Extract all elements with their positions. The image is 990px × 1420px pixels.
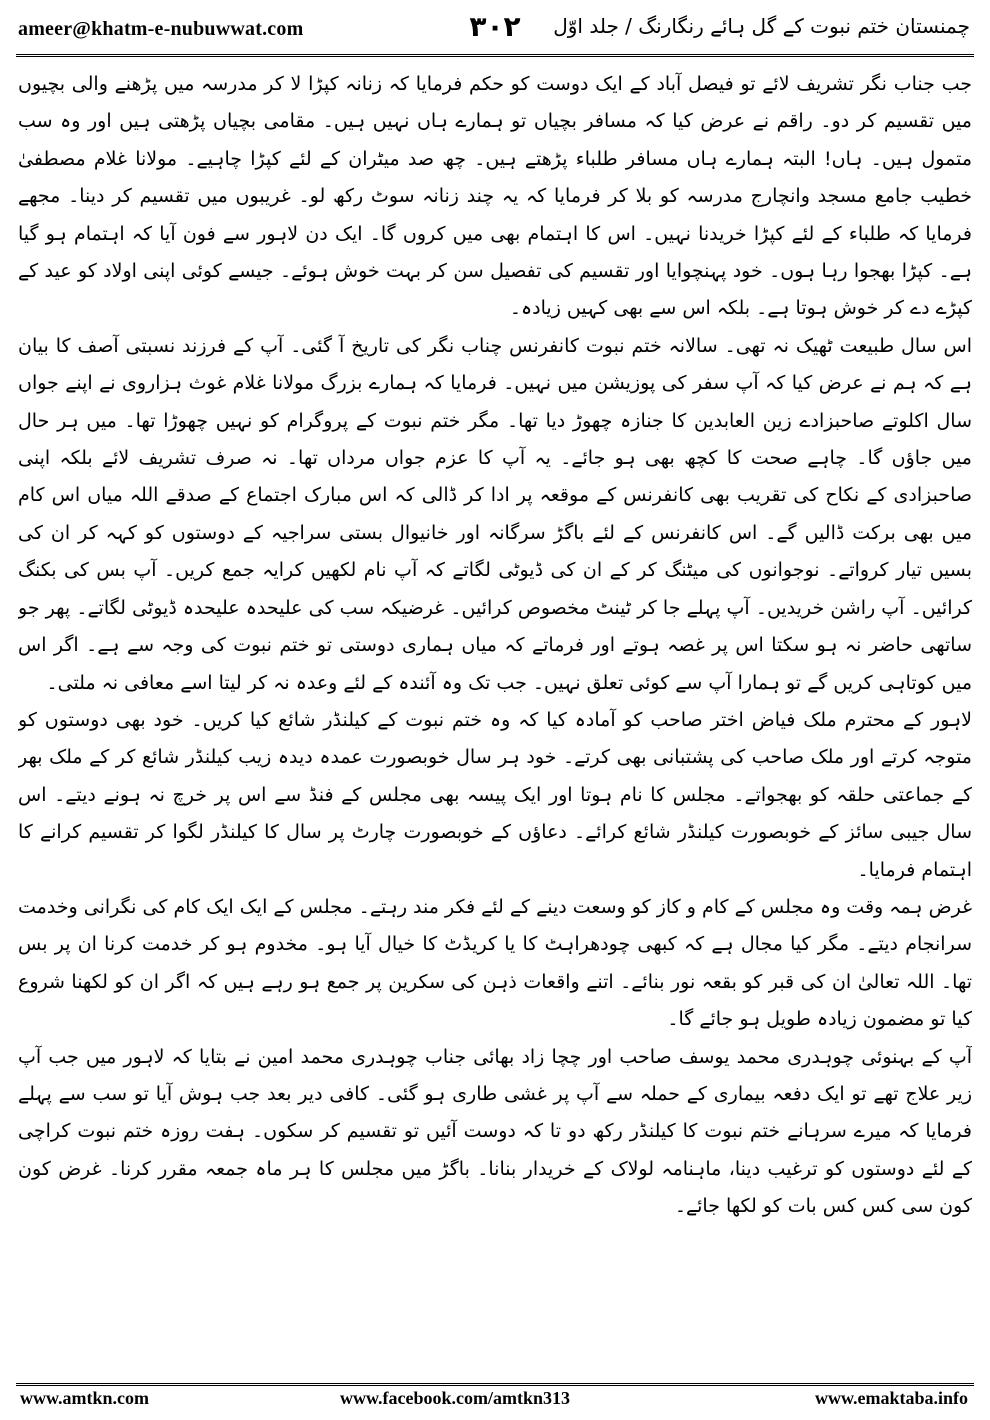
paragraph: لاہور کے محترم ملک فیاض اختر صاحب کو آمادہ کیا کہ وہ ختم نبوت کے کیلنڈر شائع کیا کریں۔ خود بھی دوستوں کو متوجہ کرتے اور ملک صاحب کی پشتبانی بھی کرتے۔ خود ہر سال خوبصورت عمدہ دیدہ زیب کیلنڈر شائع کر کے ملک بھر کے جماعتی حلقہ کو بھجواتے۔ مجلس کا نام ہوتا اور ایک پیسہ بھی مجلس کے فنڈ سے اس پر خرچ نہ ہونے دیتے۔ اس سال جیبی سائز کے خوبصورت کیلنڈر شائع کرائے۔ دعاؤں کے خوبصورت چارٹ پر سال کا کیلنڈر لگوا کر تقسیم کرانے کا اہتمام فرمایا۔ <box>18 708 972 881</box>
footer-maktaba-link[interactable]: www.emaktaba.info <box>814 1388 968 1408</box>
footer-divider <box>16 1383 974 1386</box>
paragraph: غرض ہمہ وقت وہ مجلس کے کام و کاز کو وسعت دینے کے لئے فکر مند رہتے۔ مجلس کے ایک ایک کام کی نگرانی وخدمت سرانجام دیتے۔ مگر کیا مجال ہے کہ کبھی چودھراہٹ کا یا کریڈٹ کا خیال آیا ہو۔ مخدوم ہو کر خدمت کرنا ان پر بس تھا۔ اللہ تعالیٰ ان کی قبر کو بقعہ نور بنائے۔ اتنے واقعات ذہن کی سکرین پر جمع ہو رہے ہیں کہ اگر ان کو لکھنا شروع کیا تو مضمون زیادہ طویل ہو جائے گا۔ <box>18 895 972 1031</box>
page-number: ۳۰۲ <box>469 10 521 43</box>
paragraph: آپ کے بہنوئی چوہدری محمد یوسف صاحب اور چچا زاد بھائی جناب چوہدری محمد امین نے بتایا کہ لاہور میں جب آپ زیر علاج تھے تو ایک دفعہ بیماری کے حملہ سے آپ پر غشی طاری ہو گئی۔ کافی دیر بعد جب ہوش آیا تو سب سے پہلے فرمایا کہ میرے سرہانے ختم نبوت کا کیلنڈر رکھ دو تا کہ دوست آئیں تو تقسیم کر سکوں۔ ہفت روزہ ختم نبوت کراچی کے لئے دوستوں کو ترغیب دینا، ماہنامہ لولاک کے خریدار بنانا۔ باگڑ میں مجلس کا ہر ماہ جمعہ مقرر کرنا۔ غرض کون کون سی کس کس بات کو لکھا جائے۔ <box>18 1045 972 1218</box>
paragraph: اس سال طبیعت ٹھیک نہ تھی۔ سالانہ ختم نبوت کانفرنس چناب نگر کی تاریخ آ گئی۔ آپ کے فرزند نسبتی آصف کا بیان ہے کہ ہم نے عرض کیا کہ آپ سفر کی پوزیشن میں نہیں۔ فرمایا کہ ہمارے بزرگ مولانا غلام غوث ہزاروی نے اپنے جواں سال اکلوتے صاحبزادے زین العابدین کا جنازہ چھوڑ دیا تھا۔ مگر ختم نبوت کے پروگرام کو نہیں چھوڑا تھا۔ میں ہر حال میں جاؤں گا۔ چاہے صحت کا کچھ بھی ہو جائے۔ یہ آپ کا عزم جواں مرداں تھا۔ نہ صرف تشریف لائے بلکہ اپنی صاحبزادی کے نکاح کی تقریب بھی کانفرنس کے موقعہ پر ادا کر ڈالی کہ اس مبارک اجتماع کے صدقے اللہ میاں اس کام میں بھی برکت ڈالیں گے۔ اس کانفرنس کے لئے باگڑ سرگانہ اور خانیوال بستی سراجیہ کے دوستوں کو کہہ کر ان کی بسیں تیار کرواتے۔ نوجوانوں کی میٹنگ کر کے ان کی ڈیوٹی لگاتے کہ آپ نام لکھیں کرایہ جمع کریں۔ آپ بس کی بکنگ کرائیں۔ آپ راشن خریدیں۔ آپ پہلے جا کر ٹینٹ مخصوص کرائیں۔ غرضیکہ سب کی علیحدہ علیحدہ ڈیوٹی لگاتے۔ پھر جو ساتھی حاضر نہ ہو سکتا اس پر غصہ ہوتے اور فرماتے کہ میاں ہماری دوستی تو ختم نبوت کی وجہ سے ہے۔ اگر اس میں کوتاہی کریں گے تو ہمارا آپ سے کوئی تعلق نہیں۔ جب تک وہ آئندہ کے لئے وعدہ نہ کر لیتا اسے معافی نہ ملتی۔ <box>18 334 972 694</box>
footer-website-link[interactable]: www.amtkn.com <box>20 1388 149 1408</box>
footer-facebook-link[interactable]: www.facebook.com/amtkn313 <box>340 1388 570 1408</box>
book-title: چمنستان ختم نبوت کے گل ہائے رنگارنگ / جلد اوّل <box>553 14 970 38</box>
paragraph: جب جناب نگر تشریف لائے تو فیصل آباد کے ایک دوست کو حکم فرمایا کہ زنانہ کپڑا لا کر مدرسہ میں پڑھنے والی بچیوں میں تقسیم کر دو۔ راقم نے عرض کیا کہ مسافر بچیاں تو ہمارے ہاں نہیں ہیں۔ مقامی بچیاں پڑھتی ہیں اور وہ سب متمول ہیں۔ ہاں! البتہ ہمارے ہاں مسافر طلباء پڑھتے ہیں۔ چھ صد میٹران کے لئے کپڑا چاہیے۔ مولانا غلام مصطفیٰ خطیب جامع مسجد وانچارج مدرسہ کو بلا کر فرمایا کہ یہ چند زنانہ سوٹ رکھ لو۔ غریبوں میں تقسیم کر دینا۔ مجھے فرمایا کہ طلباء کے لئے کپڑا خریدنا نہیں۔ اس کا اہتمام بھی میں کروں گا۔ ایک دن لاہور سے فون آیا کہ اہتمام ہو گیا ہے۔ کپڑا بھجوا رہا ہوں۔ خود پہنچوایا اور تقسیم کی تفصیل سن کر بہت خوش ہوئے۔ جیسے کوئی اپنی اولاد کو عید کے کپڑے دے کر خوش ہوتا ہے۔ بلکہ اس سے بھی کہیں زیادہ۔ <box>18 73 972 320</box>
header-divider <box>16 54 974 57</box>
page-body <box>18 66 972 1376</box>
page-footer <box>0 1388 990 1420</box>
page-header <box>0 0 990 62</box>
header-email-link[interactable]: ameer@khatm-e-nubuwwat.com <box>18 18 304 40</box>
